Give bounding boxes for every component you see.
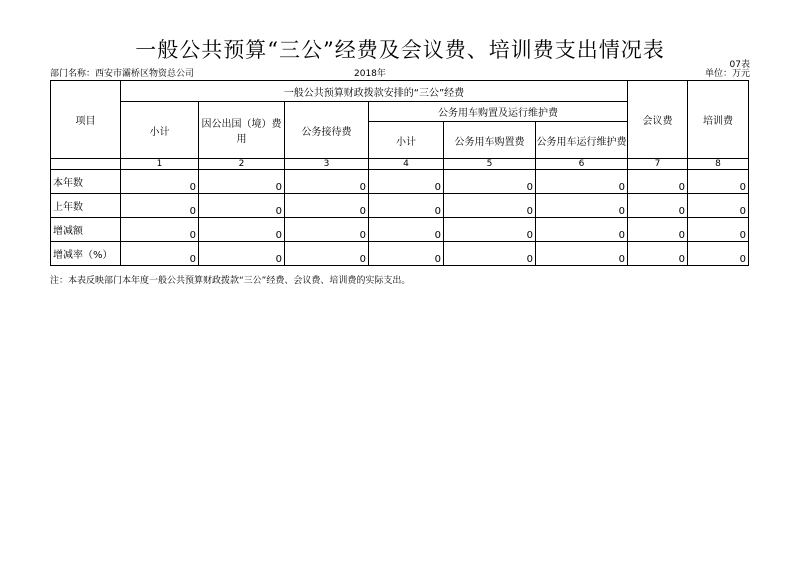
cell-value: 0 — [285, 242, 369, 266]
table-row — [51, 170, 749, 194]
cell-value: 0 — [121, 218, 199, 242]
table-number: 07表 — [729, 60, 750, 70]
col-number: 5 — [444, 159, 536, 170]
cell-value: 0 — [369, 170, 444, 194]
cell-value: 0 — [199, 194, 285, 218]
cell-value: 0 — [369, 218, 444, 242]
cell-value: 0 — [121, 194, 199, 218]
col-number: 1 — [121, 159, 199, 170]
cell-value: 0 — [444, 218, 536, 242]
cell-value: 0 — [628, 170, 688, 194]
row-label: 增减率（%） — [51, 242, 121, 266]
row-label: 增减额 — [51, 218, 121, 242]
page-title: 一般公共预算“三公”经费及会议费、培训费支出情况表 — [135, 38, 665, 62]
blank-cell — [51, 159, 121, 170]
cell-value: 0 — [688, 218, 749, 242]
cell-value: 0 — [444, 194, 536, 218]
cell-value: 0 — [536, 194, 628, 218]
col-number: 3 — [285, 159, 369, 170]
expense-table — [50, 80, 749, 266]
table-row — [51, 194, 749, 218]
row-label: 本年数 — [51, 170, 121, 194]
cell-value: 0 — [628, 194, 688, 218]
vehicle-subtotal-header: 小计 — [369, 122, 444, 159]
cell-value: 0 — [688, 170, 749, 194]
cell-value: 0 — [688, 194, 749, 218]
training-header: 培训费 — [688, 81, 749, 159]
cell-value: 0 — [628, 218, 688, 242]
cell-value: 0 — [688, 242, 749, 266]
abroad-header: 因公出国（境）费用 — [199, 102, 285, 159]
cell-value: 0 — [199, 170, 285, 194]
vehicle-maintenance-header: 公务用车运行维护费 — [536, 122, 628, 159]
reception-header: 公务接待费 — [285, 102, 369, 159]
unit-label: 单位：万元 — [704, 69, 750, 79]
cell-value: 0 — [536, 218, 628, 242]
cell-value: 0 — [285, 218, 369, 242]
cell-value: 0 — [121, 242, 199, 266]
table-note: 注：本表反映部门本年度一般公共预算财政拨款“三公”经费、会议费、培训费的实际支出。 — [50, 276, 411, 286]
cell-value: 0 — [121, 170, 199, 194]
cell-value: 0 — [285, 170, 369, 194]
three-public-group-header: 一般公共预算财政拨款安排的“三公”经费 — [121, 81, 628, 102]
cell-value: 0 — [369, 242, 444, 266]
cell-value: 0 — [199, 218, 285, 242]
cell-value: 0 — [628, 242, 688, 266]
cell-value: 0 — [444, 170, 536, 194]
col-number: 8 — [688, 159, 749, 170]
cell-value: 0 — [285, 194, 369, 218]
col-number: 6 — [536, 159, 628, 170]
table-row — [51, 218, 749, 242]
cell-value: 0 — [536, 242, 628, 266]
vehicle-group-header: 公务用车购置及运行维护费 — [369, 102, 628, 122]
cell-value: 0 — [536, 170, 628, 194]
cell-value: 0 — [199, 242, 285, 266]
item-header: 项目 — [51, 81, 121, 159]
row-label: 上年数 — [51, 194, 121, 218]
vehicle-purchase-header: 公务用车购置费 — [444, 122, 536, 159]
meeting-header: 会议费 — [628, 81, 688, 159]
cell-value: 0 — [444, 242, 536, 266]
table-row — [51, 242, 749, 266]
department-name: 部门名称：西安市灞桥区物资总公司 — [50, 69, 195, 79]
col-number: 4 — [369, 159, 444, 170]
col-number: 7 — [628, 159, 688, 170]
subtotal-header: 小计 — [121, 102, 199, 159]
col-number: 2 — [199, 159, 285, 170]
cell-value: 0 — [369, 194, 444, 218]
report-year: 2018年 — [354, 69, 386, 79]
